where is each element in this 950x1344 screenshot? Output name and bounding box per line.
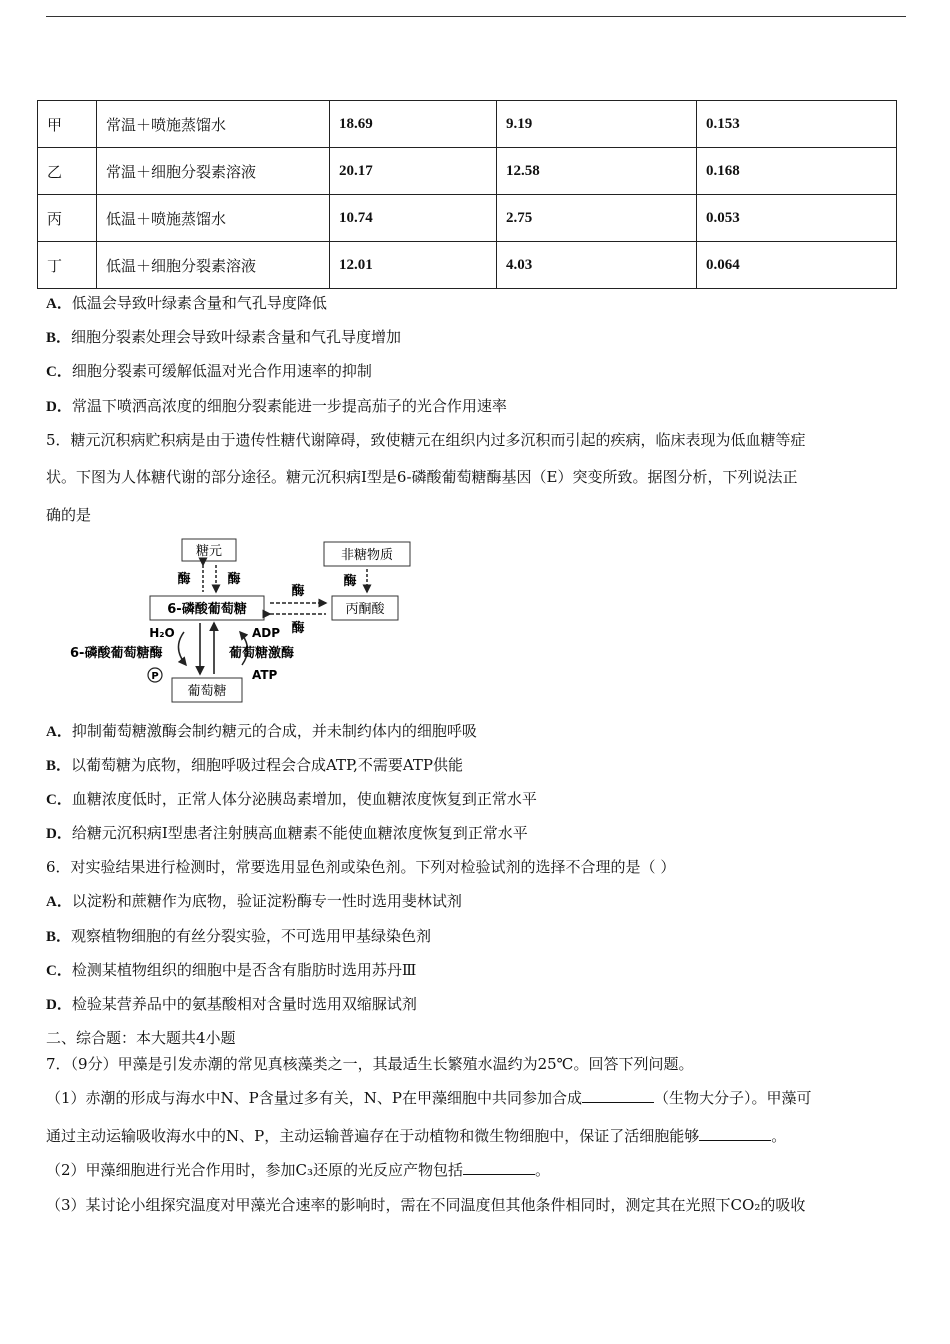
value-cell: 10.74 [330,195,497,242]
g6p-label: 6-磷酸葡萄糖 [167,602,247,617]
value-cell: 12.58 [497,148,697,195]
q4-option-a[interactable]: A．低温会导致叶绿素含量和气孔导度降低 [46,294,327,312]
value-cell: 0.053 [697,195,897,242]
q4-option-c[interactable]: C．细胞分裂素可缓解低温对光合作用速率的抑制 [46,362,372,380]
table-row [38,195,897,242]
q7-stem: 7．（9分）甲藻是引发赤潮的常见真核藻类之一，其最适生长繁殖水温约为25℃。回答下列问题。 [46,1055,694,1073]
enzyme-label: 酶 [177,572,191,587]
glycogen-label: 糖元 [195,544,223,559]
section-heading: 二、综合题：本大题共4小题 [46,1029,236,1047]
q5-option-d[interactable]: D．给糖元沉积病Ⅰ型患者注射胰高血糖素不能使血糖浓度恢复到正常水平 [46,824,528,842]
g6pase-label: 6-磷酸葡萄糖酶 [70,646,163,661]
q6-option-d[interactable]: D．检验某营养品中的氨基酸相对含量时选用双缩脲试剂 [46,995,417,1013]
answer-blank[interactable] [699,1126,771,1141]
value-cell: 0.168 [697,148,897,195]
value-cell: 9.19 [497,101,697,148]
group-cell: 丙 [38,195,97,242]
nonsugar-label: 非糖物质 [340,548,394,563]
value-cell: 12.01 [330,242,497,289]
pyruvate-label: 丙酮酸 [345,602,385,617]
answer-blank[interactable] [463,1160,535,1175]
group-cell: 乙 [38,148,97,195]
glucose-metabolism-diagram [64,535,424,710]
q5-option-a[interactable]: A．抑制葡萄糖激酶会制约糖元的合成，并未制约体内的细胞呼吸 [46,722,477,740]
atp-label: ATP [252,668,278,682]
q6-stem: 6．对实验结果进行检测时，常要选用显色剂或染色剂。下列对检验试剂的选择不合理的是（ ） [46,858,676,876]
treatment-cell: 低温＋喷施蒸馏水 [97,195,330,242]
value-cell: 20.17 [330,148,497,195]
q6-option-c[interactable]: C．检测某植物组织的细胞中是否含有脂肪时选用苏丹Ⅲ [46,961,417,979]
q4-option-d[interactable]: D．常温下喷洒高浓度的细胞分裂素能进一步提高茄子的光合作用速率 [46,397,507,415]
adp-label: ADP [252,626,281,640]
value-cell: 2.75 [497,195,697,242]
table-row [38,101,897,148]
q7-part1-line2: 通过主动运输吸收海水中的N、P，主动运输普遍存在于动植物和微生物细胞中，保证了活细胞能够 。 [46,1127,787,1145]
enzyme-label: 酶 [291,621,305,636]
glucokinase-label: 葡萄糖激酶 [229,646,295,661]
q6-option-a[interactable]: A．以淀粉和蔗糖作为底物，验证淀粉酶专一性时选用斐林试剂 [46,892,462,910]
table-row [38,148,897,195]
enzyme-label: 酶 [227,572,241,587]
enzyme-label: 酶 [291,584,305,599]
value-cell: 0.153 [697,101,897,148]
q7-part1-line1: （1）赤潮的形成与海水中N、P含量过多有关，N、P在甲藻细胞中共同参加合成 （生物大分子）。甲藻可 [46,1089,812,1107]
answer-blank[interactable] [582,1088,654,1103]
q5-stem-line1: 5．糖元沉积病贮积病是由于遗传性糖代谢障碍，致使糖元在组织内过多沉积而引起的疾病，临床表现为低血糖等症 [46,431,806,449]
q5-stem-line3: 确的是 [46,506,92,524]
phosphate-label: P [151,671,159,682]
q5-option-b[interactable]: B．以葡萄糖为底物，细胞呼吸过程会合成ATP,不需要ATP供能 [46,756,463,774]
q7-part2: （2）甲藻细胞进行光合作用时，参加C₃还原的光反应产物包括 。 [46,1161,551,1179]
q6-option-b[interactable]: B．观察植物细胞的有丝分裂实验，不可选用甲基绿染色剂 [46,927,432,945]
treatment-cell: 常温＋喷施蒸馏水 [97,101,330,148]
value-cell: 4.03 [497,242,697,289]
h2o-label: H₂O [149,626,175,640]
q5-stem-line2: 状。下图为人体糖代谢的部分途径。糖元沉积病Ⅰ型是6-磷酸葡萄糖酶基因（E）突变所致。据图分析，下列说法正 [46,468,798,486]
group-cell: 甲 [38,101,97,148]
glucose-label: 葡萄糖 [187,684,227,699]
q4-option-b[interactable]: B．细胞分裂素处理会导致叶绿素含量和气孔导度增加 [46,328,402,346]
treatment-cell: 常温＋细胞分裂素溶液 [97,148,330,195]
treatment-cell: 低温＋细胞分裂素溶液 [97,242,330,289]
header-rule [46,16,906,17]
enzyme-label: 酶 [343,574,357,589]
data-table [37,100,897,289]
table-row [38,242,897,289]
water-curve [178,632,186,665]
value-cell: 0.064 [697,242,897,289]
q7-part3: （3）某讨论小组探究温度对甲藻光合速率的影响时，需在不同温度但其他条件相同时，测定其在光照下CO₂的吸收 [46,1196,806,1214]
value-cell: 18.69 [330,101,497,148]
q5-option-c[interactable]: C．血糖浓度低时，正常人体分泌胰岛素增加，使血糖浓度恢复到正常水平 [46,790,537,808]
group-cell: 丁 [38,242,97,289]
